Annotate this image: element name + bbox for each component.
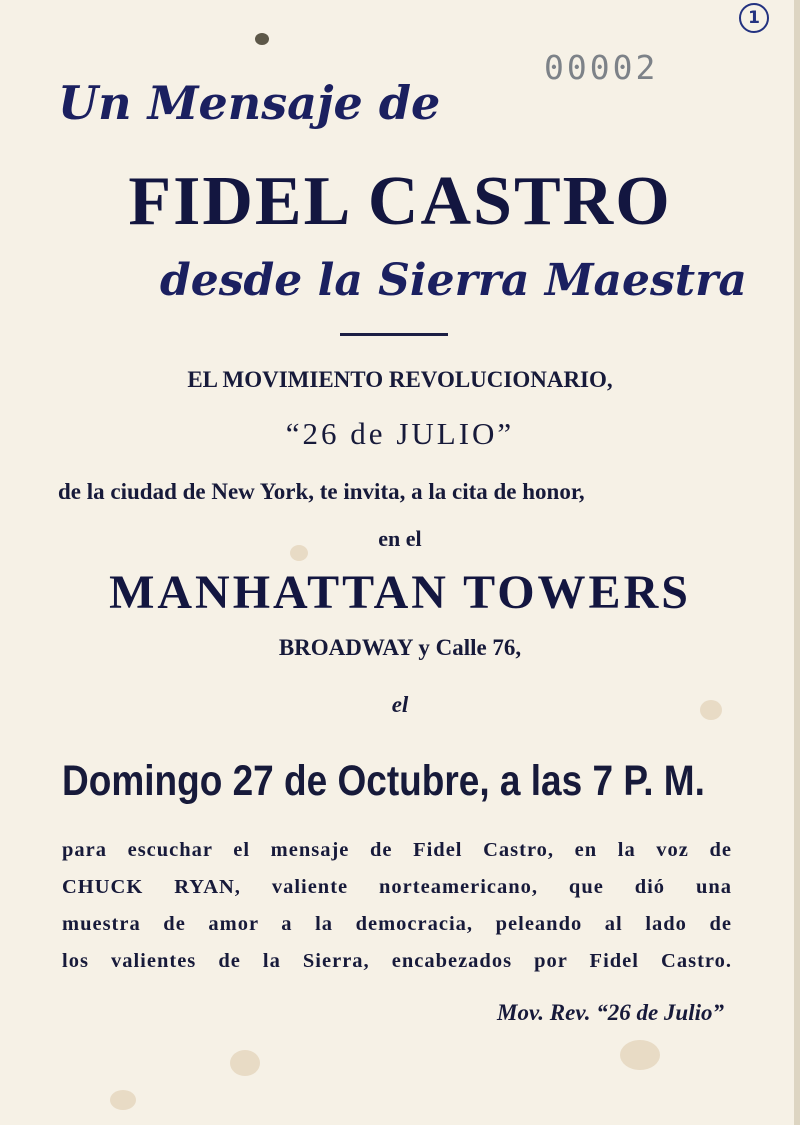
paragraph-line: CHUCK RYAN, valiente norteamericano, que dió una <box>62 876 732 898</box>
venue-address: BROADWAY y Calle 76, <box>278 635 522 660</box>
venue-name: MANHATTAN TOWERS <box>109 566 691 619</box>
the-text: el <box>391 692 409 717</box>
paper-stain <box>110 1090 136 1110</box>
signature: Mov. Rev. “26 de Julio” <box>497 1000 724 1025</box>
intro-text: Un Mensaje de <box>58 76 441 130</box>
paragraph-line: para escuchar el mensaje de Fidel Castro, en la voz de <box>62 839 732 861</box>
stamp-number: 00002 <box>544 48 659 87</box>
movement-text: EL MOVIMIENTO REVOLUCIONARIO, <box>187 367 613 392</box>
invitation-text: de la ciudad de New York, te invita, a la cita de honor, <box>58 479 585 504</box>
paragraph-line: muestra de amor a la democracia, peleando al lado de <box>62 913 732 935</box>
origin-text: desde la Sierra Maestra <box>160 255 747 306</box>
paper-spot <box>255 33 269 45</box>
event-date-time: Domingo 27 de Octubre, a las 7 P. M. <box>62 757 705 805</box>
headline: FIDEL CASTRO <box>128 163 672 240</box>
paper-stain <box>230 1050 260 1076</box>
paper-stain <box>620 1040 660 1070</box>
page-number-circle: 1 <box>739 3 769 33</box>
message-paragraph <box>62 832 732 980</box>
in-the-text: en el <box>378 526 422 551</box>
divider <box>340 333 448 336</box>
paragraph-line: los valientes de la Sierra, encabezados por Fidel Castro. <box>62 950 732 972</box>
movement-name: “26 de JULIO” <box>285 416 515 451</box>
